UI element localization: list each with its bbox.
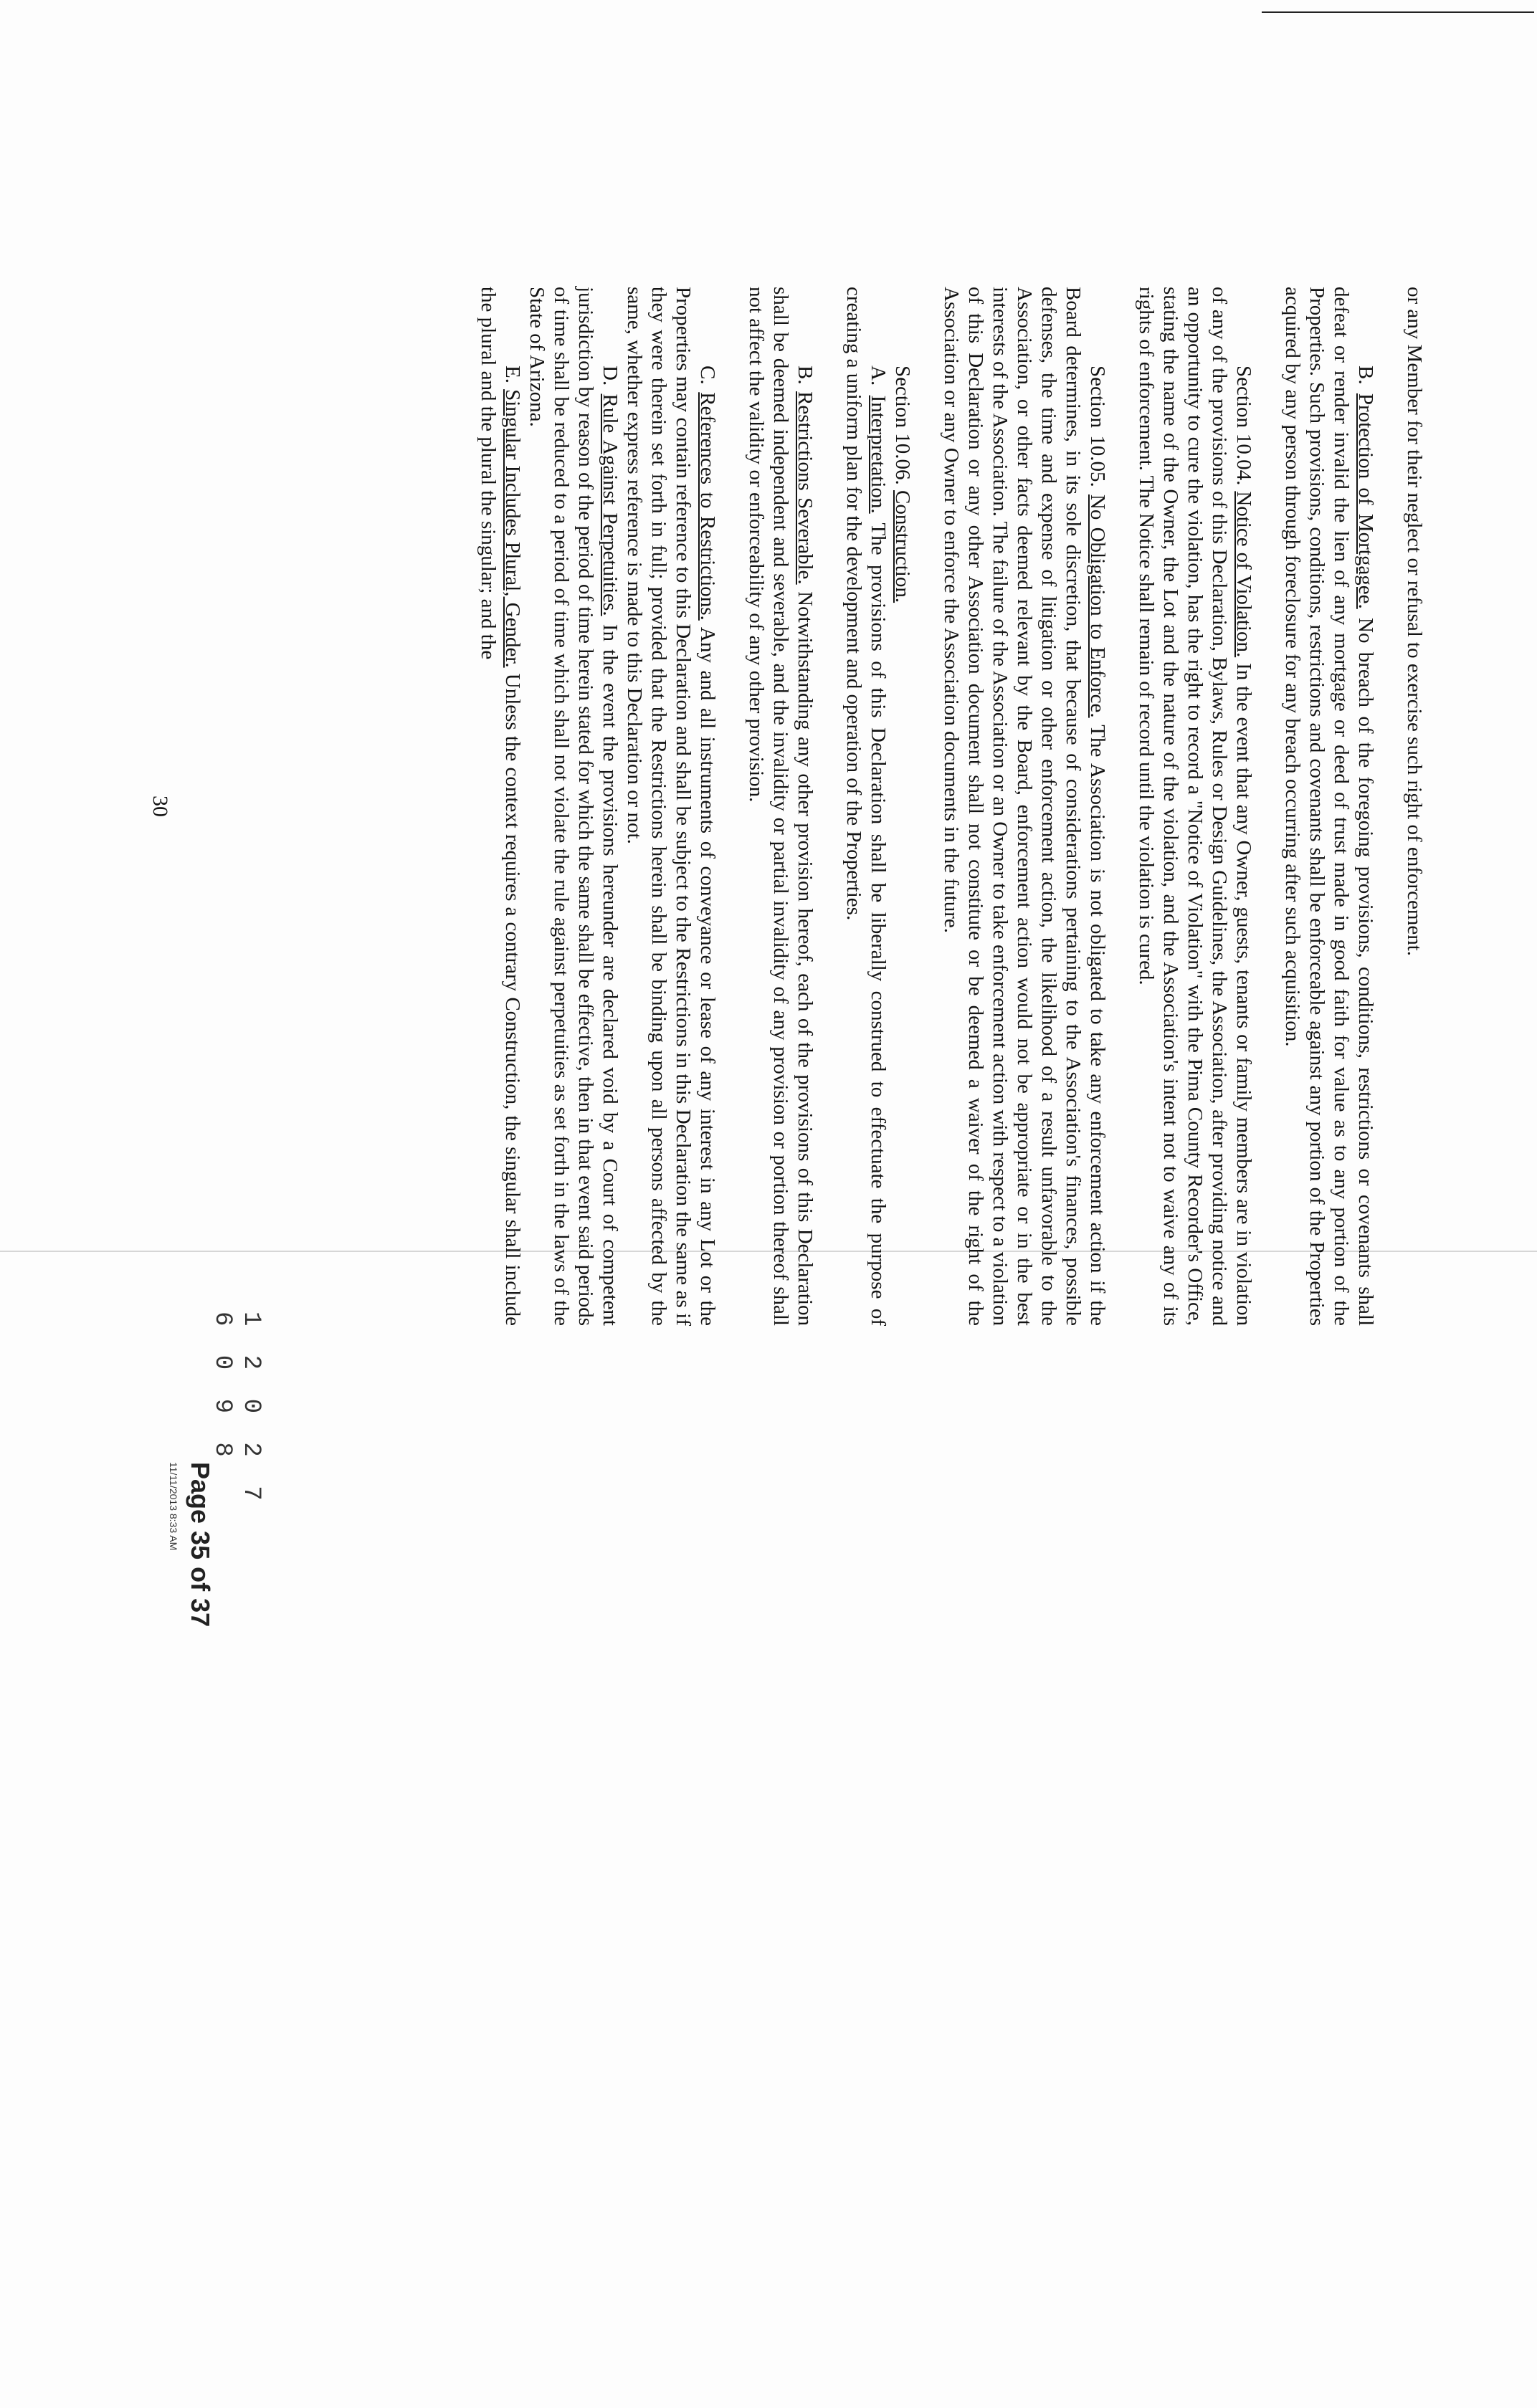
paragraph-protection-of-mortgagee bbox=[1280, 287, 1378, 1326]
paragraph-heading: No Obligation to Enforce. bbox=[1086, 494, 1109, 718]
paragraph-text: No breach of the foregoing provisions, conditions, restrictions or covenants shall defeat or render invalid the lien of any mortgage or deed of trust made in good faith for value as to any portion of the Properties. Such provisions, conditions, restrictions and covenants shall be enforceable against any portion of the Properties acquired by any person through foreclosure for any breach occurring after such acquisition. bbox=[1281, 287, 1377, 1326]
paragraph-text: The Association is not obligated to take any enforcement action if the Board determines, in its sole discretion, that because of considerations pertaining to the Association's finances, possible defenses, the time and expense of litigation or other enforcement action, the likelihood of a result unfavorable to the Association, or other facts deemed relevant by the Board, enforcement action would not be appropriate or in the best interests of the Association. The failure of the Association or an Owner to take enforcement action with respect to a violation of this Declaration or any other Association document shall not constitute or be deemed a waiver of the right of the Association or any Owner to enforce the Association documents in the future. bbox=[940, 287, 1109, 1326]
page-number: 30 bbox=[148, 796, 172, 817]
paragraph-text: Unless the context requires a contrary Construction, the singular shall include the plural and the plural the singular; and the bbox=[477, 287, 524, 1327]
paragraph-heading: Restrictions Severable. bbox=[794, 391, 817, 585]
paragraph-lead: C. bbox=[696, 366, 719, 385]
section-heading-construction bbox=[890, 287, 915, 1326]
paragraph-heading: References to Restrictions. bbox=[696, 392, 719, 621]
paragraph-references-to-restrictions bbox=[622, 287, 720, 1326]
paragraph-notice-of-violation bbox=[1134, 287, 1256, 1326]
paragraph-lead: B. bbox=[1354, 366, 1377, 385]
recorder-page-label: Page 35 of 37 bbox=[186, 1462, 215, 1628]
paragraph-lead: A. bbox=[867, 366, 890, 386]
rotated-document bbox=[79, 14, 1427, 2401]
paragraph-lead: Section 10.05. bbox=[1086, 366, 1109, 487]
paragraph-heading: Construction. bbox=[891, 490, 914, 603]
paragraph-singular-includes-plural bbox=[476, 287, 525, 1326]
paragraph-heading: Protection of Mortgagee. bbox=[1354, 393, 1377, 609]
paragraph-lead: Section 10.04. bbox=[1232, 366, 1255, 486]
paragraph-rule-against-perpetuities bbox=[525, 287, 622, 1326]
document-body bbox=[476, 287, 1427, 1326]
paragraph-interpretation bbox=[842, 287, 890, 1326]
paragraph-text: Any and all instruments of conveyance or lease of any interest in any Lot or the Properties may contain reference to this Declaration and shall be subject to the Restrictions in this Declaration the same as if they were therein set forth in full; provided that the Restrictions herein shall be binding upon all persons affected by the same, whether express reference is made to this Declaration or not. bbox=[623, 287, 719, 1326]
paragraph-restrictions-severable bbox=[744, 287, 817, 1326]
paragraph-text: In the event the provisions hereunder are declared void by a Court of competent jurisdiction by reason of the period of time herein stated for which the same shall be effective, then in that event said periods of time shall be reduced to a period of time which shall not violate the rule against perpetuities as set forth in the laws of the State of Arizona. bbox=[525, 287, 622, 1326]
paragraph-text: or any Member for their neglect or refusal to exercise such right of enforcement. bbox=[1403, 287, 1426, 957]
paragraph-lead: Section 10.06. bbox=[891, 366, 914, 485]
top-edge-mark bbox=[1262, 11, 1534, 13]
paragraph-lead: D. bbox=[599, 366, 622, 386]
paragraph-no-obligation-to-enforce bbox=[939, 287, 1110, 1326]
paragraph-heading: Interpretation. bbox=[867, 395, 890, 514]
paragraph-continuation bbox=[1402, 287, 1427, 1326]
paragraph-lead: E. bbox=[501, 366, 524, 383]
paragraph-text: Notwithstanding any other provision hereof, each of the provisions of this Declaration shall be deemed independent and severable, and the invalidity or partial invalidity of any provision or portion thereof shall not affect the validity or enforceability of any other provision. bbox=[745, 287, 817, 1326]
paragraph-text: In the event that any Owner, guests, tenants or family members are in violation of any of the provisions of this Declaration, Bylaws, Rules or Design Guidelines, the Association, after providing notice and an opportunity to cure the violation, has the right to record a "Notice of Violation" with the Pima County Recorder's Office, stating the name of the Owner, the Lot and the nature of the violation, and the Association's intent not to waive any of its rights of enforcement. The Notice shall remain of record until the violation is cured. bbox=[1135, 287, 1255, 1327]
paragraph-heading: Rule Against Perpetuities. bbox=[599, 393, 622, 616]
paragraph-heading: Singular Includes Plural, Gender. bbox=[501, 389, 524, 668]
paragraph-lead: B. bbox=[794, 366, 817, 385]
recorder-timestamp: 11/11/2013 8:33 AM bbox=[168, 1462, 179, 1551]
recording-number bbox=[208, 1312, 265, 1508]
paragraph-text: The provisions of this Declaration shall be liberally construed to effectuate the purpose of creating a uniform plan for the development and operation of the Properties. bbox=[842, 287, 890, 1326]
recording-number-line: 1 2 0 2 7 bbox=[237, 1312, 265, 1508]
recording-number-line: 6 0 9 8 bbox=[209, 1312, 236, 1464]
paragraph-heading: Notice of Violation. bbox=[1232, 491, 1255, 658]
